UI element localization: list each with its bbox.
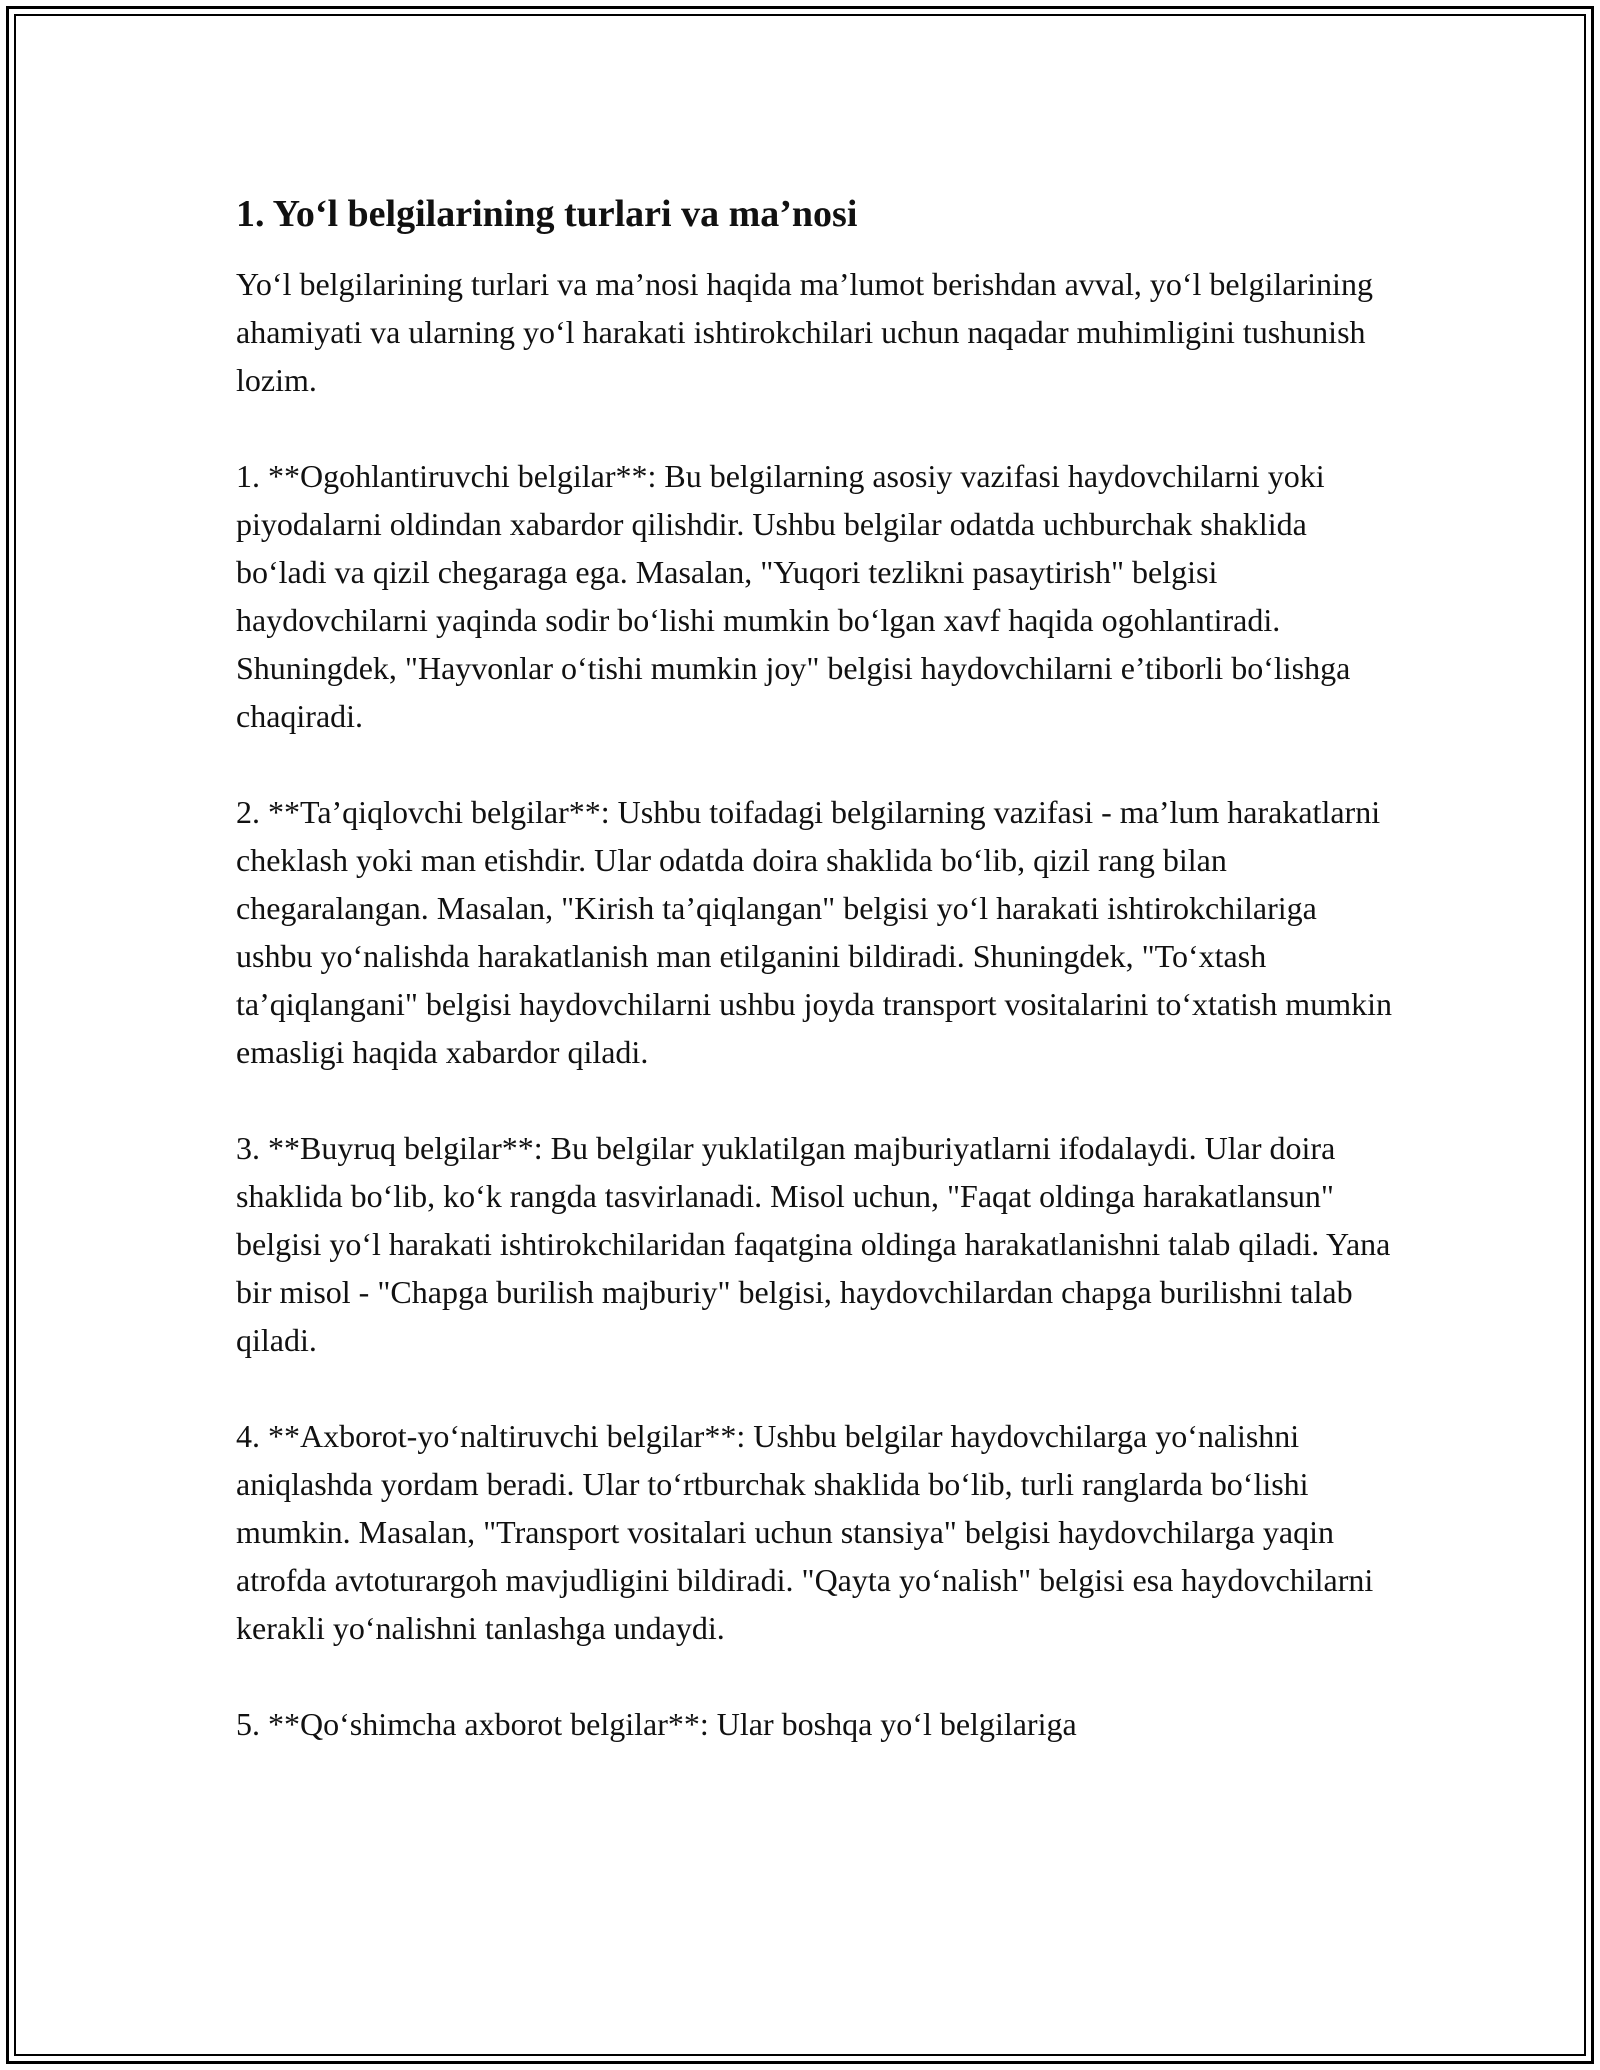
prohibitory-signs-paragraph: 2. **Ta’qiqlovchi belgilar**: Ushbu toifadagi belgilarning vazifasi - ma’lum harakatlarni cheklash yoki man etishdir. Ular odatda doira shaklida bo‘lib, qizil rang bilan chegaralangan. Masalan, "Kirish ta’qiqlangan" belgisi yo‘l harakati ishtirokchilariga ushbu yo‘nalishda harakatlanish man etilganini bildiradi. Shuningdek, "To‘xtash ta’qiqlangani" belgisi haydovchilarni ushbu joyda transport vositalarini to‘xtatish mumkin emasligi haqida xabardor qiladi. [236, 794, 1392, 1070]
intro-paragraph: Yo‘l belgilarining turlari va ma’nosi haqida ma’lumot berishdan avval, yo‘l belgilarining ahamiyati va ularning yo‘l harakati ishtirokchilari uchun naqadar muhimligini tushunish lozim. [236, 266, 1373, 398]
section-heading: 1. Yo‘l belgilarining turlari va ma’nosi [236, 193, 858, 235]
document-body [236, 186, 1396, 1796]
mandatory-signs-paragraph: 3. **Buyruq belgilar**: Bu belgilar yuklatilgan majburiyatlarni ifodalaydi. Ular doira shaklida bo‘lib, ko‘k rangda tasvirlanadi. Misol uchun, "Faqat oldinga harakatlansun" belgisi yo‘l harakati ishtirokchilaridan faqatgina oldinga harakatlanishni talab qiladi. Yana bir misol - "Chapga burilish majburiy" belgisi, haydovchilardan chapga burilishni talab qiladi. [236, 1130, 1391, 1358]
additional-signs-paragraph: 5. **Qo‘shimcha axborot belgilar**: Ular boshqa yo‘l belgilariga [236, 1706, 1077, 1742]
information-signs-paragraph: 4. **Axborot-yo‘naltiruvchi belgilar**: Ushbu belgilar haydovchilarga yo‘nalishni aniqlashda yordam beradi. Ular to‘rtburchak shaklida bo‘lib, turli ranglarda bo‘lishi mumkin. Masalan, "Transport vositalari uchun stansiya" belgisi haydovchilarga yaqin atrofda avtoturargoh mavjudligini bildiradi. "Qayta yo‘nalish" belgisi esa haydovchilarni kerakli yo‘nalishni tanlashga undaydi. [236, 1418, 1374, 1646]
warning-signs-paragraph: 1. **Ogohlantiruvchi belgilar**: Bu belgilarning asosiy vazifasi haydovchilarni yoki piyodalarni oldindan xabardor qilishdir. Ushbu belgilar odatda uchburchak shaklida bo‘ladi va qizil chegaraga ega. Masalan, "Yuqori tezlikni pasaytirish" belgisi haydovchilarni yaqinda sodir bo‘lishi mumkin bo‘lgan xavf haqida ogohlantiradi. Shuningdek, "Hayvonlar o‘tishi mumkin joy" belgisi haydovchilarni e’tiborli bo‘lishga chaqiradi. [236, 458, 1351, 734]
